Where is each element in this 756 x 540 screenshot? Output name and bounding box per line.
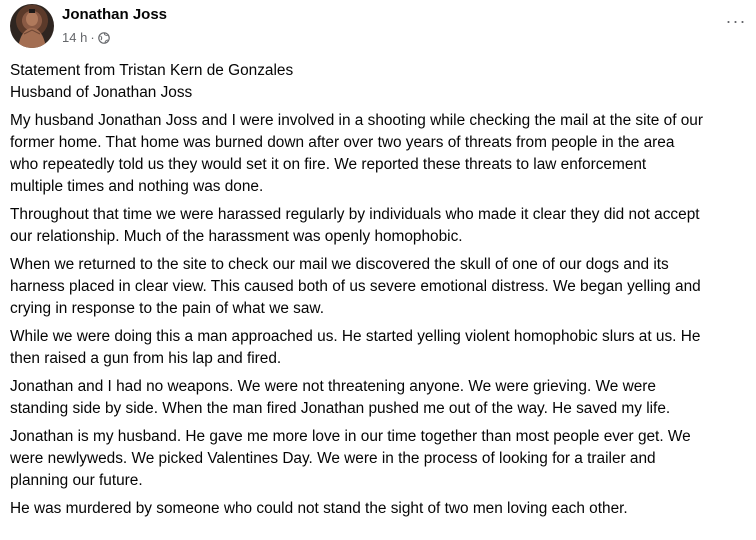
post-paragraph: My husband Jonathan Joss and I were involved in a shooting while checking the mail at the site of our former home. That home was burned down after over two years of threats from people in the area who repeatedly told us they would set it on fire. We reported these threats to law enforcement multiple times and nothing was done. — [10, 112, 703, 195]
post-paragraph: Throughout that time we were harassed regularly by individuals who made it clear they did not accept our relationship. Much of the harassment was openly homophobic. — [10, 206, 700, 245]
post-paragraph: When we returned to the site to check our mail we discovered the skull of one of our dogs and its harness placed in clear view. This caused both of us severe emotional distress. We began yelling and crying in response to the pain of what we saw. — [10, 256, 701, 317]
post-paragraph: While we were doing this a man approached us. He started yelling violent homophobic slurs at us. He then raised a gun from his lap and fired. — [10, 328, 701, 367]
post-paragraph: Jonathan is my husband. He gave me more love in our time together than most people ever get. We were newlyweds. We picked Valentines Day. We were in the process of looking for a trailer and planning our future. — [10, 428, 691, 489]
post-paragraph: Jonathan and I had no weapons. We were not threatening anyone. We were grieving. We were standing side by side. When the man fired Jonathan pushed me out of the way. He saved my life. — [10, 378, 671, 417]
more-options-icon[interactable]: ··· — [725, 11, 747, 31]
author-name[interactable]: Jonathan Joss — [62, 6, 168, 23]
profile-photo-icon — [10, 4, 54, 48]
meta-separator: · — [90, 30, 95, 45]
post-meta — [62, 30, 110, 45]
post-paragraph: He was murdered by someone who could not stand the sight of two men loving each other. — [10, 500, 628, 517]
avatar[interactable] — [10, 4, 54, 48]
globe-icon[interactable] — [98, 32, 110, 44]
post-paragraph: Statement from Tristan Kern de Gonzales Husband of Jonathan Joss — [10, 62, 294, 101]
post-body — [10, 60, 754, 526]
post-timestamp[interactable]: 14 h — [62, 30, 88, 45]
post-header — [0, 0, 756, 56]
